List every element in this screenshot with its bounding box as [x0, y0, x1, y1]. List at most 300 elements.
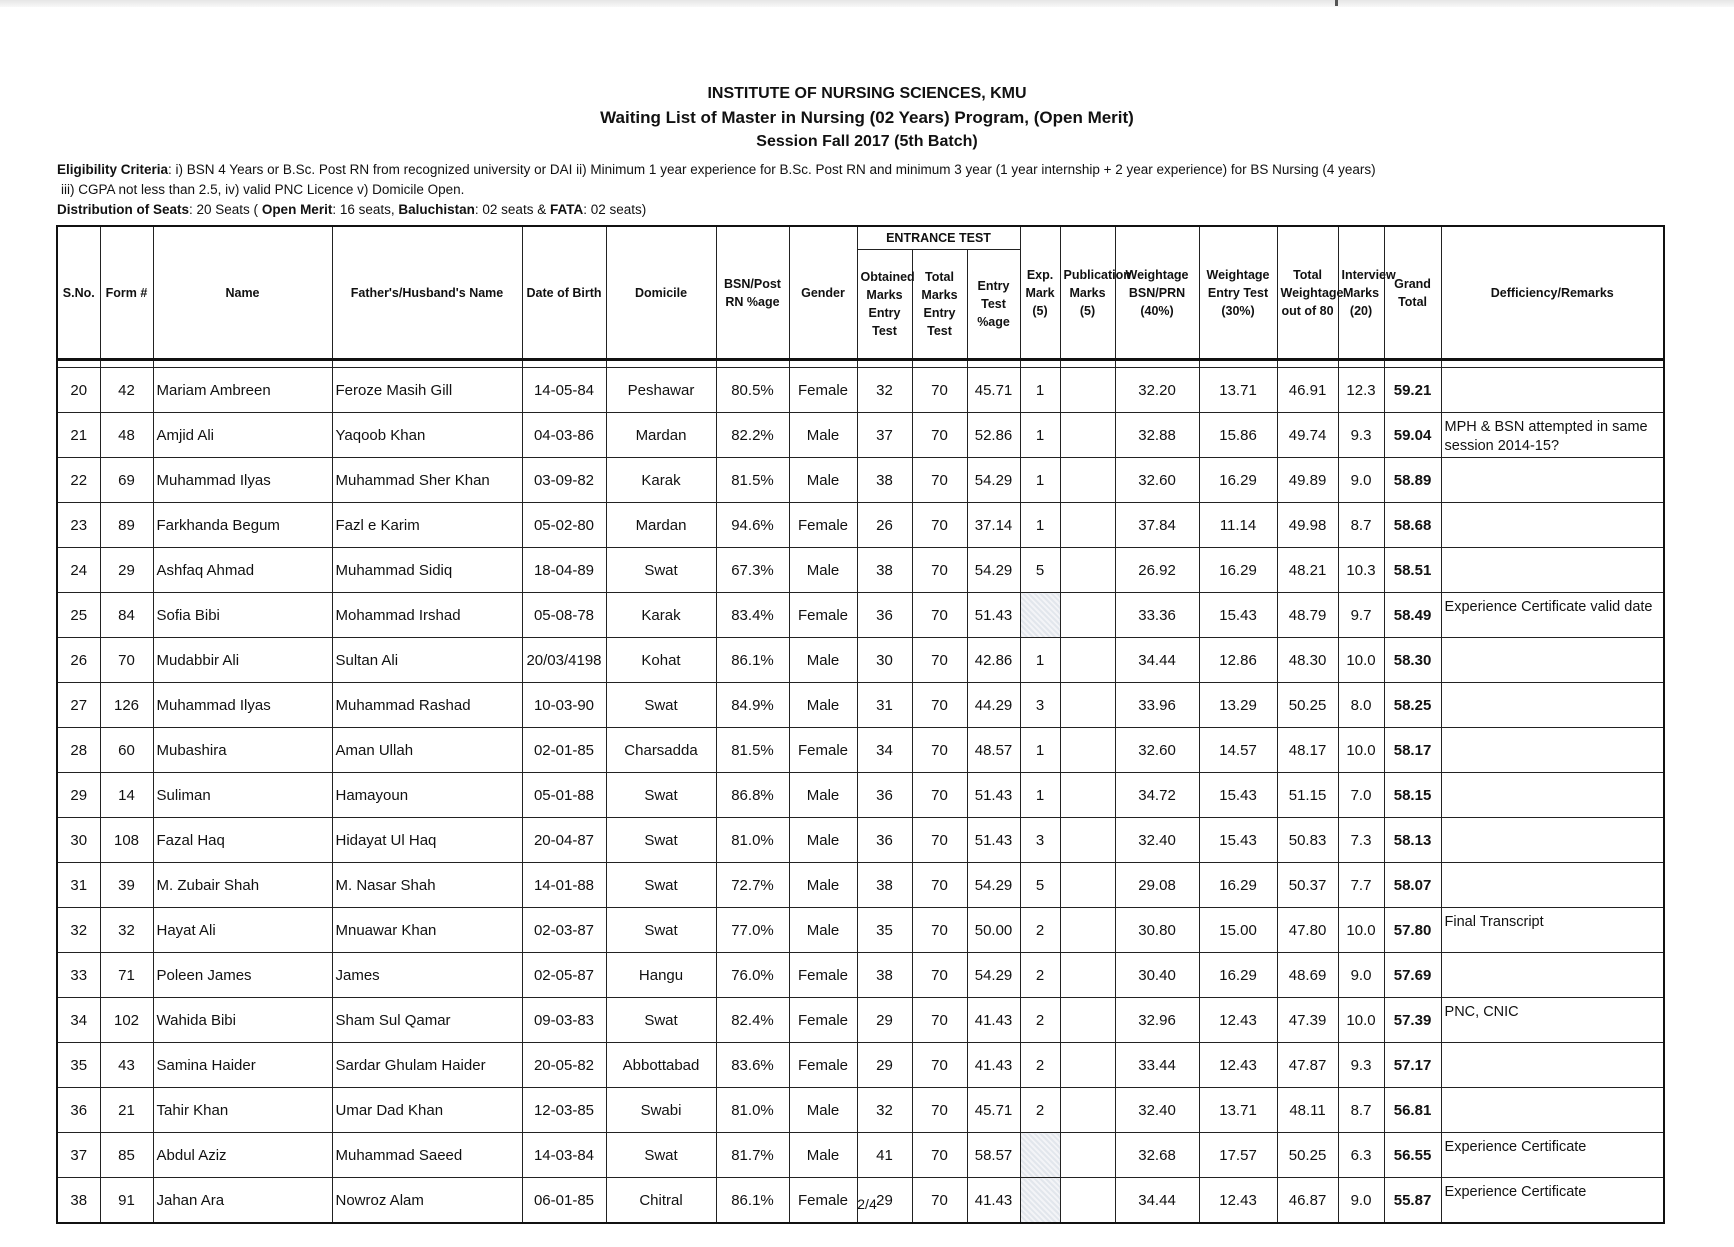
name-cell: Amjid Ali: [153, 413, 332, 458]
interview-cell: 9.3: [1338, 1043, 1384, 1088]
table-row: [57, 953, 1664, 998]
bsn-cell: 81.0%: [716, 1088, 789, 1133]
form-cell: 70: [100, 638, 153, 683]
name-cell: Mudabbir Ali: [153, 638, 332, 683]
total-marks-cell: 70: [912, 773, 967, 818]
sno-cell: 29: [57, 773, 100, 818]
table-row: [57, 818, 1664, 863]
exp-marks-cell: 1: [1020, 638, 1060, 683]
weightage-entry-cell: 15.43: [1199, 773, 1277, 818]
distribution-text: : 16 seats,: [332, 202, 399, 217]
total-weightage-cell: 47.39: [1277, 998, 1338, 1043]
bsn-cell: 81.7%: [716, 1133, 789, 1178]
form-cell: 89: [100, 503, 153, 548]
entry-pct-cell: 52.86: [967, 413, 1020, 458]
col-grand: Grand Total: [1384, 226, 1441, 360]
publication-marks-cell: [1060, 1133, 1115, 1178]
exp-marks-cell: [1020, 1133, 1060, 1178]
col-weight-entry: Weightage Entry Test (30%): [1199, 226, 1277, 360]
gender-cell: Female: [789, 503, 857, 548]
father-name-cell: Sardar Ghulam Haider: [332, 1043, 522, 1088]
fata-label: FATA: [549, 202, 584, 217]
list-title: Waiting List of Master in Nursing (02 Years) Program, (Open Merit): [600, 108, 1134, 127]
obtained-marks-cell: 38: [857, 458, 912, 503]
publication-marks-cell: [1060, 818, 1115, 863]
total-marks-cell: 70: [912, 503, 967, 548]
interview-cell: 8.7: [1338, 503, 1384, 548]
gender-cell: Female: [789, 953, 857, 998]
col-sno: S.No.: [57, 226, 100, 360]
weightage-entry-cell: 16.29: [1199, 458, 1277, 503]
father-name-cell: Sultan Ali: [332, 638, 522, 683]
total-weightage-cell: 49.98: [1277, 503, 1338, 548]
sno-cell: 36: [57, 1088, 100, 1133]
domicile-cell: Karak: [606, 593, 716, 638]
dob-cell: 05-02-80: [522, 503, 606, 548]
publication-marks-cell: [1060, 1043, 1115, 1088]
exp-marks-cell: 3: [1020, 818, 1060, 863]
table-row: [57, 638, 1664, 683]
gender-cell: Male: [789, 863, 857, 908]
total-marks-cell: 70: [912, 1133, 967, 1178]
remarks-cell: Experience Certificate: [1441, 1178, 1664, 1224]
total-marks-cell: 70: [912, 458, 967, 503]
col-pub: Publication Marks (5): [1060, 226, 1115, 360]
weightage-entry-cell: 12.43: [1199, 1178, 1277, 1224]
father-name-cell: Muhammad Rashad: [332, 683, 522, 728]
obtained-marks-cell: 29: [857, 998, 912, 1043]
interview-cell: 8.0: [1338, 683, 1384, 728]
gender-cell: Female: [789, 1178, 857, 1224]
bsn-cell: 83.6%: [716, 1043, 789, 1088]
distribution-label: Distribution of Seats: [57, 202, 190, 217]
table-row: [57, 548, 1664, 593]
weightage-bsn-cell: 32.96: [1115, 998, 1199, 1043]
weightage-bsn-cell: 32.60: [1115, 728, 1199, 773]
gender-cell: Male: [789, 638, 857, 683]
sno-cell: 22: [57, 458, 100, 503]
weightage-entry-cell: 11.14: [1199, 503, 1277, 548]
bsn-cell: 86.8%: [716, 773, 789, 818]
gender-cell: Male: [789, 1088, 857, 1133]
obtained-marks-cell: 36: [857, 593, 912, 638]
dob-cell: 02-05-87: [522, 953, 606, 998]
sno-cell: 24: [57, 548, 100, 593]
weightage-bsn-cell: 32.40: [1115, 818, 1199, 863]
exp-marks-cell: 2: [1020, 908, 1060, 953]
publication-marks-cell: [1060, 728, 1115, 773]
weightage-bsn-cell: 34.44: [1115, 1178, 1199, 1224]
col-total-marks: Total Marks Entry Test: [912, 250, 967, 360]
grand-total-cell: 57.80: [1384, 908, 1441, 953]
obtained-marks-cell: 26: [857, 503, 912, 548]
bsn-cell: 82.4%: [716, 998, 789, 1043]
form-cell: 108: [100, 818, 153, 863]
bsn-cell: 83.4%: [716, 593, 789, 638]
col-domicile: Domicile: [606, 226, 716, 360]
remarks-cell: [1441, 548, 1664, 593]
dob-cell: 20/03/4198: [522, 638, 606, 683]
obtained-marks-cell: 29: [857, 1043, 912, 1088]
weightage-entry-cell: 12.86: [1199, 638, 1277, 683]
total-weightage-cell: 48.21: [1277, 548, 1338, 593]
sno-cell: 33: [57, 953, 100, 998]
sno-cell: 27: [57, 683, 100, 728]
grand-total-cell: 56.55: [1384, 1133, 1441, 1178]
gender-cell: Female: [789, 368, 857, 413]
total-weightage-cell: 50.83: [1277, 818, 1338, 863]
sno-cell: 37: [57, 1133, 100, 1178]
weightage-entry-cell: 16.29: [1199, 953, 1277, 998]
baluchistan-label: Baluchistan: [398, 202, 475, 217]
entry-pct-cell: 51.43: [967, 593, 1020, 638]
sno-cell: 35: [57, 1043, 100, 1088]
publication-marks-cell: [1060, 638, 1115, 683]
publication-marks-cell: [1060, 773, 1115, 818]
grand-total-cell: 56.81: [1384, 1088, 1441, 1133]
obtained-marks-cell: 34: [857, 728, 912, 773]
form-cell: 43: [100, 1043, 153, 1088]
gender-cell: Male: [789, 458, 857, 503]
entry-pct-cell: 51.43: [967, 818, 1020, 863]
exp-marks-cell: 5: [1020, 863, 1060, 908]
interview-cell: 10.0: [1338, 638, 1384, 683]
obtained-marks-cell: 30: [857, 638, 912, 683]
gender-cell: Female: [789, 593, 857, 638]
obtained-marks-cell: 38: [857, 953, 912, 998]
weightage-bsn-cell: 30.80: [1115, 908, 1199, 953]
father-name-cell: Muhammad Saeed: [332, 1133, 522, 1178]
total-marks-cell: 70: [912, 1088, 967, 1133]
col-obtained: Obtained Marks Entry Test: [857, 250, 912, 360]
table-row: [57, 863, 1664, 908]
weightage-entry-cell: 15.00: [1199, 908, 1277, 953]
total-marks-cell: 70: [912, 548, 967, 593]
weightage-entry-cell: 16.29: [1199, 548, 1277, 593]
col-remarks: Defficiency/Remarks: [1441, 226, 1664, 360]
interview-cell: 10.3: [1338, 548, 1384, 593]
gender-cell: Male: [789, 908, 857, 953]
waiting-list-table: [56, 225, 1665, 1224]
scan-mark: [1335, 0, 1338, 6]
eligibility-criteria: [57, 160, 1697, 220]
father-name-cell: Fazl e Karim: [332, 503, 522, 548]
grand-total-cell: 57.17: [1384, 1043, 1441, 1088]
gender-cell: Female: [789, 998, 857, 1043]
remarks-cell: Experience Certificate: [1441, 1133, 1664, 1178]
total-weightage-cell: 48.17: [1277, 728, 1338, 773]
name-cell: Abdul Aziz: [153, 1133, 332, 1178]
col-bsn: BSN/Post RN %age: [716, 226, 789, 360]
entry-pct-cell: 45.71: [967, 1088, 1020, 1133]
weightage-bsn-cell: 34.44: [1115, 638, 1199, 683]
exp-marks-cell: 2: [1020, 953, 1060, 998]
entry-pct-cell: 45.71: [967, 368, 1020, 413]
remarks-cell: [1441, 683, 1664, 728]
domicile-cell: Abbottabad: [606, 1043, 716, 1088]
grand-total-cell: 59.04: [1384, 413, 1441, 458]
name-cell: Mubashira: [153, 728, 332, 773]
total-marks-cell: 70: [912, 593, 967, 638]
interview-cell: 9.3: [1338, 413, 1384, 458]
total-weightage-cell: 48.79: [1277, 593, 1338, 638]
entry-pct-cell: 54.29: [967, 548, 1020, 593]
publication-marks-cell: [1060, 548, 1115, 593]
form-cell: 32: [100, 908, 153, 953]
entry-pct-cell: 50.00: [967, 908, 1020, 953]
bsn-cell: 80.5%: [716, 368, 789, 413]
criteria-label: Eligibility Criteria: [57, 162, 169, 177]
table-row: [57, 593, 1664, 638]
total-marks-cell: 70: [912, 998, 967, 1043]
sno-cell: 21: [57, 413, 100, 458]
total-marks-cell: 70: [912, 638, 967, 683]
interview-cell: 8.7: [1338, 1088, 1384, 1133]
weightage-bsn-cell: 33.44: [1115, 1043, 1199, 1088]
total-weightage-cell: 48.69: [1277, 953, 1338, 998]
weightage-entry-cell: 12.43: [1199, 998, 1277, 1043]
criteria-text-1: : i) BSN 4 Years or B.Sc. Post RN from recognized university or DAI ii) Minimum 1 year experience for B.Sc. Post RN and minimum 3 year (1 year internship + 2 year experience) for BS Nursing (4 years): [168, 162, 1376, 177]
grand-total-cell: 59.21: [1384, 368, 1441, 413]
col-interview: Interview Marks (20): [1338, 226, 1384, 360]
document-header: [0, 82, 1734, 154]
total-weightage-cell: 50.25: [1277, 683, 1338, 728]
dob-cell: 05-01-88: [522, 773, 606, 818]
obtained-marks-cell: 41: [857, 1133, 912, 1178]
weightage-entry-cell: 15.43: [1199, 593, 1277, 638]
bsn-cell: 81.0%: [716, 818, 789, 863]
entry-pct-cell: 51.43: [967, 773, 1020, 818]
grand-total-cell: 58.15: [1384, 773, 1441, 818]
weightage-bsn-cell: 34.72: [1115, 773, 1199, 818]
remarks-cell: PNC, CNIC: [1441, 998, 1664, 1043]
obtained-marks-cell: 31: [857, 683, 912, 728]
sno-cell: 25: [57, 593, 100, 638]
table-row: [57, 368, 1664, 413]
weightage-bsn-cell: 32.40: [1115, 1088, 1199, 1133]
name-cell: Farkhanda Begum: [153, 503, 332, 548]
table-row: [57, 503, 1664, 548]
grand-total-cell: 58.17: [1384, 728, 1441, 773]
weightage-entry-cell: 13.29: [1199, 683, 1277, 728]
total-weightage-cell: 46.91: [1277, 368, 1338, 413]
father-name-cell: Sham Sul Qamar: [332, 998, 522, 1043]
remarks-cell: [1441, 863, 1664, 908]
sno-cell: 32: [57, 908, 100, 953]
grand-total-cell: 58.07: [1384, 863, 1441, 908]
gender-cell: Male: [789, 413, 857, 458]
exp-marks-cell: 1: [1020, 503, 1060, 548]
grand-total-cell: 57.69: [1384, 953, 1441, 998]
name-cell: Muhammad Ilyas: [153, 458, 332, 503]
gender-cell: Female: [789, 1043, 857, 1088]
entry-pct-cell: 54.29: [967, 863, 1020, 908]
sno-cell: 31: [57, 863, 100, 908]
father-name-cell: James: [332, 953, 522, 998]
distribution-text: : 02 seats): [583, 202, 647, 217]
form-cell: 21: [100, 1088, 153, 1133]
bsn-cell: 81.5%: [716, 728, 789, 773]
weightage-bsn-cell: 37.84: [1115, 503, 1199, 548]
institute-title: INSTITUTE OF NURSING SCIENCES, KMU: [707, 85, 1027, 102]
dob-cell: 03-09-82: [522, 458, 606, 503]
name-cell: Hayat Ali: [153, 908, 332, 953]
domicile-cell: Charsadda: [606, 728, 716, 773]
table-row: [57, 458, 1664, 503]
domicile-cell: Swat: [606, 908, 716, 953]
table-row: [57, 1133, 1664, 1178]
remarks-cell: [1441, 773, 1664, 818]
grand-total-cell: 58.51: [1384, 548, 1441, 593]
remarks-cell: MPH & BSN attempted in same session 2014-15?: [1441, 413, 1664, 458]
remarks-cell: [1441, 458, 1664, 503]
gender-cell: Male: [789, 818, 857, 863]
remarks-cell: [1441, 728, 1664, 773]
father-name-cell: Umar Dad Khan: [332, 1088, 522, 1133]
domicile-cell: Mardan: [606, 413, 716, 458]
total-marks-cell: 70: [912, 818, 967, 863]
gender-cell: Male: [789, 683, 857, 728]
form-cell: 69: [100, 458, 153, 503]
weightage-bsn-cell: 33.36: [1115, 593, 1199, 638]
dob-cell: 18-04-89: [522, 548, 606, 593]
domicile-cell: Hangu: [606, 953, 716, 998]
total-marks-cell: 70: [912, 908, 967, 953]
page-number: 2/4: [857, 1196, 877, 1212]
weightage-entry-cell: 12.43: [1199, 1043, 1277, 1088]
total-weightage-cell: 48.11: [1277, 1088, 1338, 1133]
entry-pct-cell: 54.29: [967, 458, 1020, 503]
exp-marks-cell: 1: [1020, 773, 1060, 818]
publication-marks-cell: [1060, 908, 1115, 953]
total-marks-cell: 70: [912, 368, 967, 413]
publication-marks-cell: [1060, 503, 1115, 548]
interview-cell: 10.0: [1338, 998, 1384, 1043]
scan-edge: [0, 0, 1734, 7]
exp-marks-cell: 1: [1020, 458, 1060, 503]
name-cell: Tahir Khan: [153, 1088, 332, 1133]
obtained-marks-cell: 38: [857, 548, 912, 593]
domicile-cell: Swat: [606, 548, 716, 593]
form-cell: 91: [100, 1178, 153, 1224]
obtained-marks-cell: 36: [857, 773, 912, 818]
gender-cell: Male: [789, 1133, 857, 1178]
gender-cell: Male: [789, 548, 857, 593]
total-weightage-cell: 50.37: [1277, 863, 1338, 908]
bsn-cell: 72.7%: [716, 863, 789, 908]
entry-pct-cell: 44.29: [967, 683, 1020, 728]
obtained-marks-cell: 36: [857, 818, 912, 863]
domicile-cell: Swat: [606, 818, 716, 863]
exp-marks-cell: 2: [1020, 1043, 1060, 1088]
total-weightage-cell: 49.74: [1277, 413, 1338, 458]
entry-pct-cell: 37.14: [967, 503, 1020, 548]
remarks-cell: [1441, 368, 1664, 413]
total-marks-cell: 70: [912, 1178, 967, 1224]
dob-cell: 02-03-87: [522, 908, 606, 953]
name-cell: Poleen James: [153, 953, 332, 998]
name-cell: Suliman: [153, 773, 332, 818]
bsn-cell: 81.5%: [716, 458, 789, 503]
weightage-bsn-cell: 32.60: [1115, 458, 1199, 503]
sno-cell: 23: [57, 503, 100, 548]
publication-marks-cell: [1060, 683, 1115, 728]
weightage-bsn-cell: 29.08: [1115, 863, 1199, 908]
publication-marks-cell: [1060, 413, 1115, 458]
name-cell: Sofia Bibi: [153, 593, 332, 638]
weightage-bsn-cell: 30.40: [1115, 953, 1199, 998]
dob-cell: 12-03-85: [522, 1088, 606, 1133]
exp-marks-cell: 2: [1020, 1088, 1060, 1133]
weightage-bsn-cell: 32.88: [1115, 413, 1199, 458]
exp-marks-cell: 3: [1020, 683, 1060, 728]
dob-cell: 05-08-78: [522, 593, 606, 638]
sno-cell: 20: [57, 368, 100, 413]
sno-cell: 30: [57, 818, 100, 863]
gender-cell: Female: [789, 728, 857, 773]
bsn-cell: 94.6%: [716, 503, 789, 548]
total-weightage-cell: 48.30: [1277, 638, 1338, 683]
weightage-entry-cell: 15.86: [1199, 413, 1277, 458]
weightage-bsn-cell: 33.96: [1115, 683, 1199, 728]
interview-cell: 10.0: [1338, 908, 1384, 953]
entry-pct-cell: 42.86: [967, 638, 1020, 683]
total-marks-cell: 70: [912, 413, 967, 458]
interview-cell: 9.0: [1338, 953, 1384, 998]
total-weightage-cell: 46.87: [1277, 1178, 1338, 1224]
dob-cell: 14-01-88: [522, 863, 606, 908]
weightage-bsn-cell: 32.20: [1115, 368, 1199, 413]
interview-cell: 10.0: [1338, 728, 1384, 773]
sno-cell: 28: [57, 728, 100, 773]
form-cell: 42: [100, 368, 153, 413]
interview-cell: 6.3: [1338, 1133, 1384, 1178]
domicile-cell: Peshawar: [606, 368, 716, 413]
col-entry-pct: Entry Test %age: [967, 250, 1020, 360]
dob-cell: 02-01-85: [522, 728, 606, 773]
bsn-cell: 82.2%: [716, 413, 789, 458]
name-cell: Ashfaq Ahmad: [153, 548, 332, 593]
gender-cell: Male: [789, 773, 857, 818]
domicile-cell: Swat: [606, 1133, 716, 1178]
name-cell: Samina Haider: [153, 1043, 332, 1088]
col-weight-bsn: Weightage BSN/PRN (40%): [1115, 226, 1199, 360]
obtained-marks-cell: 35: [857, 908, 912, 953]
entry-pct-cell: 54.29: [967, 953, 1020, 998]
distribution-text: : 02 seats &: [474, 202, 550, 217]
sno-cell: 38: [57, 1178, 100, 1224]
name-cell: Mariam Ambreen: [153, 368, 332, 413]
entry-pct-cell: 41.43: [967, 1178, 1020, 1224]
bsn-cell: 84.9%: [716, 683, 789, 728]
interview-cell: 7.0: [1338, 773, 1384, 818]
domicile-cell: Swabi: [606, 1088, 716, 1133]
form-cell: 29: [100, 548, 153, 593]
father-name-cell: Yaqoob Khan: [332, 413, 522, 458]
father-name-cell: Mohammad Irshad: [332, 593, 522, 638]
form-cell: 84: [100, 593, 153, 638]
publication-marks-cell: [1060, 458, 1115, 503]
total-marks-cell: 70: [912, 863, 967, 908]
sno-cell: 34: [57, 998, 100, 1043]
exp-marks-cell: 1: [1020, 728, 1060, 773]
weightage-entry-cell: 15.43: [1199, 818, 1277, 863]
sno-cell: 26: [57, 638, 100, 683]
domicile-cell: Swat: [606, 863, 716, 908]
criteria-line-1: [57, 160, 1697, 180]
open-merit-label: Open Merit: [261, 202, 333, 217]
total-weightage-cell: 47.87: [1277, 1043, 1338, 1088]
